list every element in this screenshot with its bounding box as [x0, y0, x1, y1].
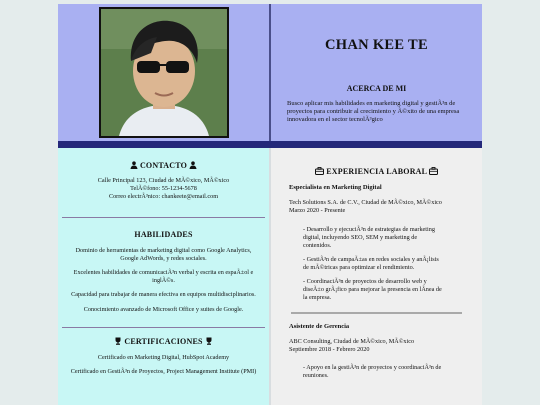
photo-cell: [58, 4, 269, 141]
trophy-icon: [205, 337, 213, 347]
person-photo-illustration: [101, 9, 227, 136]
job-entry: [289, 323, 482, 354]
certification-item: Certificado en GestiÃ³n de Proyectos, Project Management Institute (PMI): [70, 368, 257, 376]
certification-item: Certificado en Marketing Digital, HubSpot Academy: [97, 353, 230, 361]
briefcase-icon: [315, 167, 324, 177]
contact-email: Correo electrÃ³nico: chankeete@email.com: [108, 193, 219, 201]
job-title: Asistente de Gerencia: [289, 323, 350, 330]
user-icon: [189, 161, 197, 171]
job-bullet: - Apoyo en la gestiÃ³n de proyectos y coordinaciÃ³n de reuniones.: [303, 364, 442, 379]
job-dates: Marzo 2020 - Presente: [289, 207, 346, 214]
contact-address: Calle Principal 123, Ciudad de MÃ©xico, MÃ©xico: [97, 177, 230, 184]
job-dates: Septiembre 2018 - Febrero 2020: [289, 346, 370, 353]
job-entry: [289, 184, 482, 215]
about-title: ACERCA DE MI: [346, 84, 407, 93]
job-bullet: - CoordinaciÃ³n de proyectos de desarrollo web y diseÃ±o grÃ¡fico para mejorar la presencia en lÃnea de la empresa.: [303, 278, 442, 301]
certifications-title: [58, 337, 269, 347]
certifications-section: [58, 328, 269, 376]
briefcase-icon: [429, 167, 438, 177]
experience-title: [271, 167, 482, 177]
skills-section: [58, 218, 269, 314]
job-bullet: - GestiÃ³n de campaÃ±as en redes sociales y anÃ¡lisis de mÃ©tricas para optimizar el rendimiento.: [303, 256, 439, 271]
profile-photo: [99, 7, 229, 138]
skill-item: Dominio de herramientas de marketing digital como Google Analytics, Google AdWords, y redes sociales.: [75, 246, 252, 262]
skills-title: HABILIDADES: [134, 229, 193, 239]
experience-section: [271, 148, 482, 380]
job-divider: [291, 312, 462, 314]
right-column: [271, 148, 482, 405]
about-text: Busco aplicar mis habilidades en marketing digital y gestiÃ³n de proyectos para contribuir al crecimiento y Ã©xito de una empresa innovadora en el sector tecnolÃ³gico: [287, 100, 460, 123]
trophy-icon: [114, 337, 122, 347]
left-column: [58, 148, 269, 405]
job-bullet: - Desarrollo y ejecuciÃ³n de estrategias de marketing digital, incluyendo SEO, SEM y marketing de contenidos.: [303, 226, 435, 249]
contact-title: [58, 161, 269, 171]
skill-item: Conocimiento avanzado de Microsoft Office y suites de Google.: [83, 305, 244, 313]
job-company: ABC Consulting, Ciudad de MÃ©xico, MÃ©xico: [289, 338, 415, 345]
name-cell: [271, 4, 482, 141]
skill-item: Excelentes habilidades de comunicaciÃ³n verbal y escrita en espaÃ±ol e inglÃ©s.: [73, 269, 254, 285]
candidate-name: CHAN KEE TE: [325, 37, 428, 53]
job-company: Tech Solutions S.A. de C.V., Ciudad de MÃ©xico, MÃ©xico: [289, 199, 442, 206]
experience-title-text: EXPERIENCIA LABORAL: [326, 167, 427, 176]
resume-page: [58, 4, 482, 405]
contact-section: [58, 148, 269, 202]
user-icon: [130, 161, 138, 171]
job-title: Especialista en Marketing Digital: [289, 184, 382, 191]
skill-item: Capacidad para trabajar de manera efectiva en equipos multidisciplinarios.: [71, 291, 256, 299]
contact-phone: TelÃ©fono: 55-1234-5678: [130, 185, 197, 193]
resume-header: [58, 4, 482, 141]
header-band: [58, 141, 482, 148]
contact-title-text: CONTACTO: [139, 161, 188, 170]
certifications-title-text: CERTIFICACIONES: [124, 336, 203, 346]
